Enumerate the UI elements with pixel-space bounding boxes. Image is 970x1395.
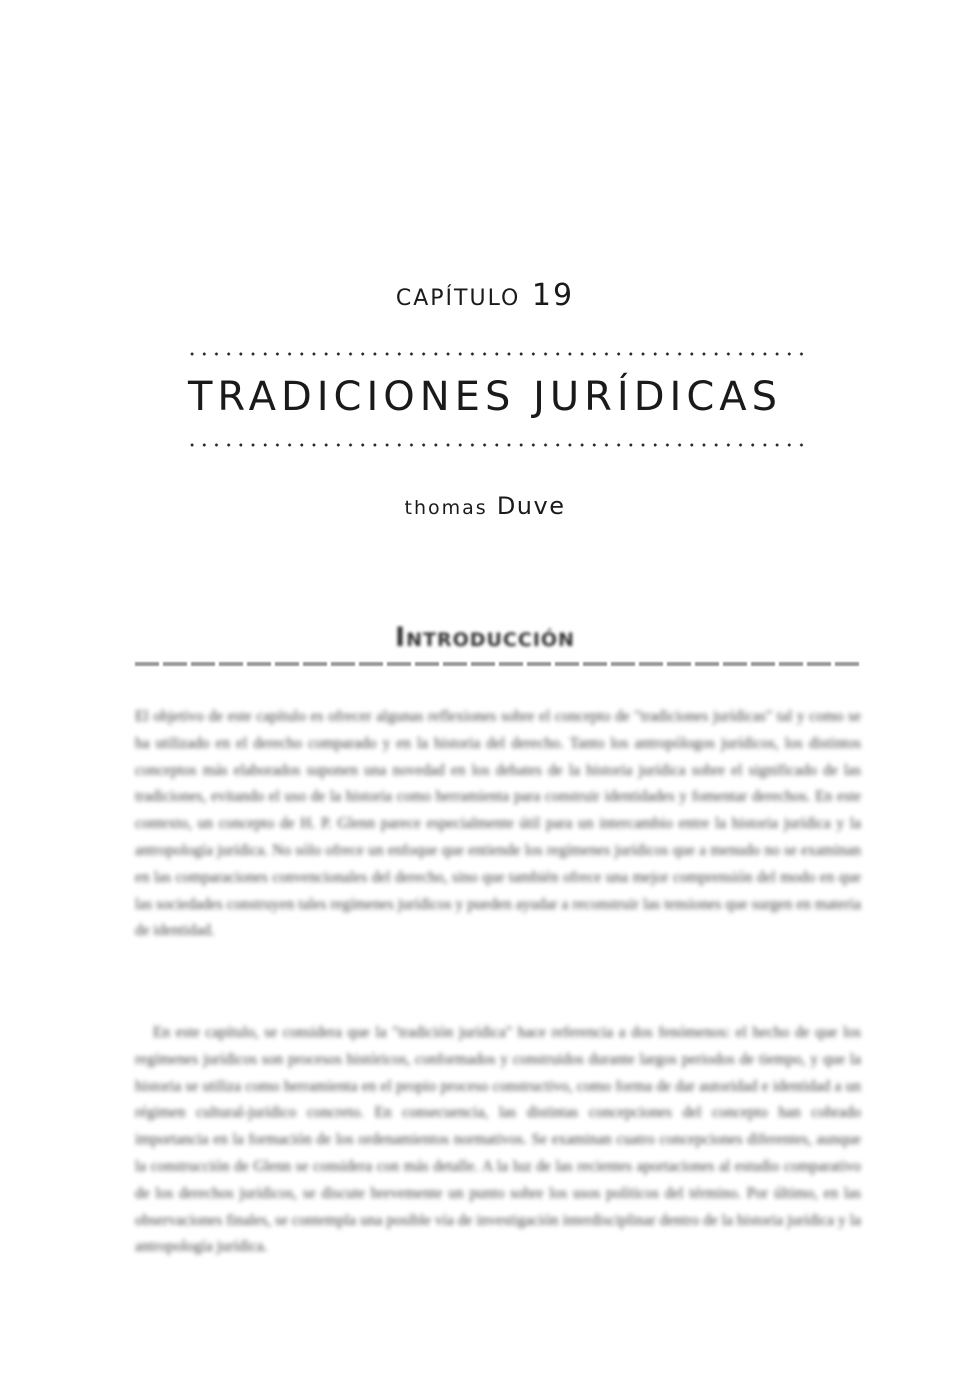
section-heading [0,622,970,653]
chapter-label [0,278,970,313]
chapter-title: TRADICIONES JURÍDICAS [187,374,783,420]
chapter-number: 19 [531,278,575,313]
chapter-label-prefix: CAPÍTULO [395,286,521,311]
body-paragraph: El objetivo de este capítulo es ofrecer algunas reflexiones sobre el concepto de "tradiciones jurídicas" tal y como se ha utilizado en el derecho comparado y en la historia del derecho. Tanto los antropólogos jurídicos, los distintos conceptos más elaborados suponen una novedad en los debates de la historia jurídica sobre el significado de las tradiciones, evitando el uso de la historia como herramienta para construir identidades y fomentar derechos. En este contexto, un concepto de H. P. Glenn parece especialmente útil para un intercambio entre la historia jurídica y la antropología jurídica. No sólo ofrece un enfoque que entiende los regímenes jurídicos que a menudo no se examinan en las comparaciones convencionales del derecho, sino que también ofrece una mejor comprensión del modo en que las sociedades construyen tales regímenes jurídicos y pueden ayudar a reconstruir las tensiones que surgen en materia de identidad. [135,708,861,940]
dotted-rule-bottom [186,443,808,447]
dotted-rule-top [186,352,808,356]
section-rule [135,662,859,666]
author-first-name: thomas [404,497,488,519]
body-paragraph: En este capítulo, se considera que la "tradición jurídica" hace referencia a dos fenómenos: el hecho de que los regímenes jurídicos son procesos históricos, conformados y construidos durante largos periodos de tiempo, y que la historia se utiliza como herramienta en el propio proceso constructivo, como forma de dar autoridad e identidad a un régimen cultural-jurídico concreto. En consecuencia, las distintas concepciones del concepto han cobrado importancia en la formación de los ordenamientos normativos. Se examinan cuatro concepciones diferentes, aunque la construcción de Glenn se considera con más detalle. A la luz de las recientes aportaciones al estudio comparativo de los derechos jurídicos, se discute brevemente un punto sobre los usos políticos del término. Por último, en las observaciones finales, se contempla una posible vía de investigación interdisciplinar dentro de la historia jurídica y la antropología jurídica. [135,1024,861,1256]
author-last-name: Duve [496,492,566,520]
author-name [0,492,970,520]
section-heading-text: Introducción [395,622,575,653]
